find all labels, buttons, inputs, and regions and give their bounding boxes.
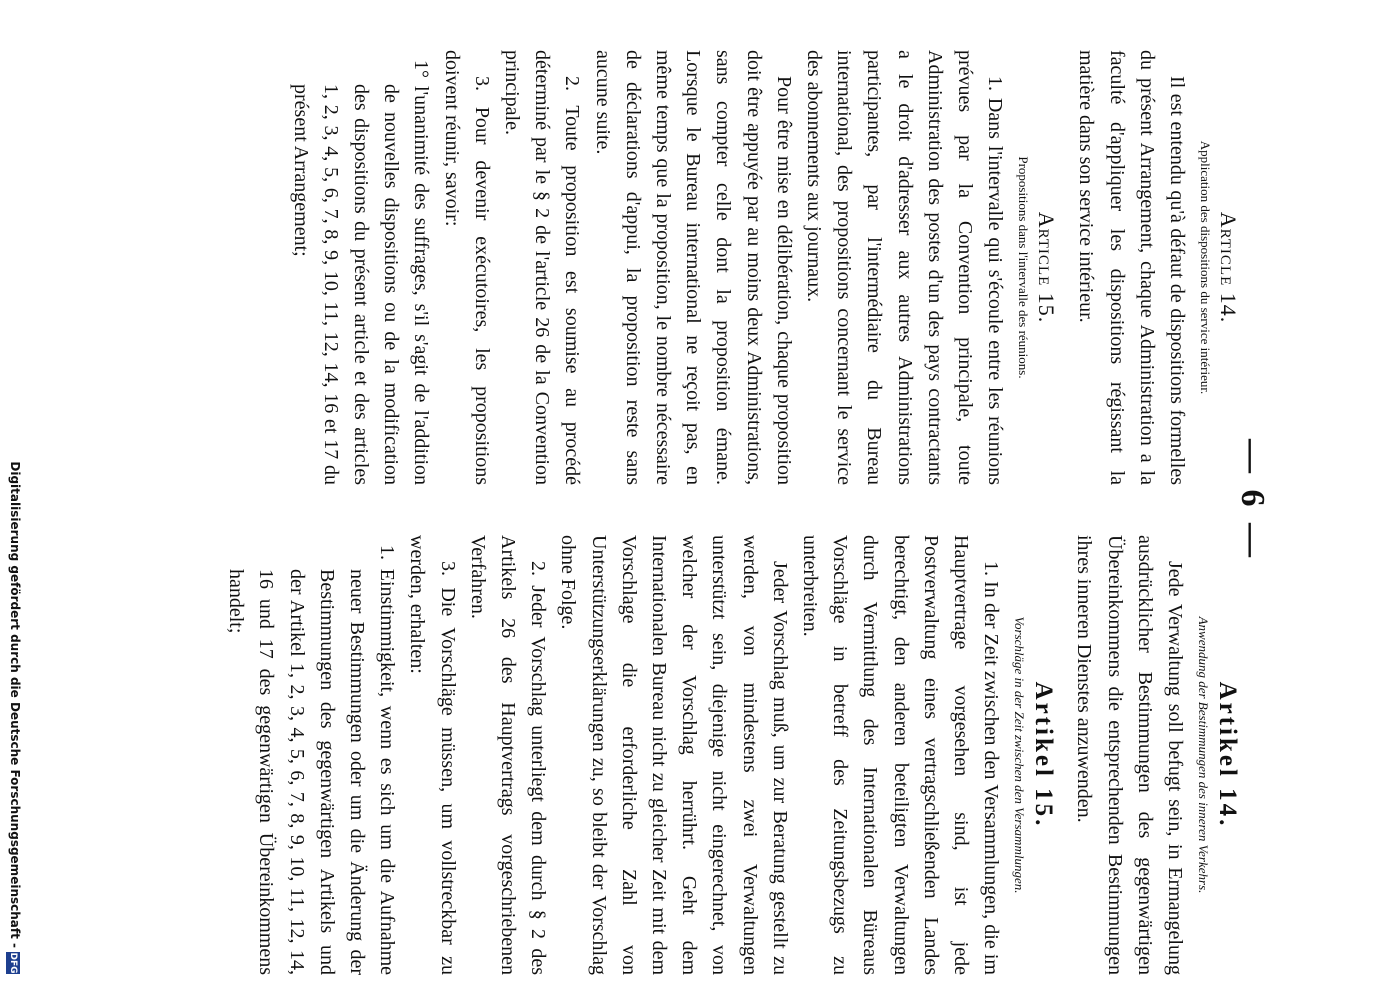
article-15-paragraph-4-fr: 3. Pour devenir exécutoires, les propositions doivent réunir, savoir: [440, 50, 493, 485]
article-15-paragraph-2-fr: Pour être mise en délibération, chaque proposition doit être appuyée par au moins deux Administrations, sans compter celle dont la proposition émane. Lorsque le Bureau international ne reçoit pas, en même temps que la proposition, le nombre nécessaire de déclarations d'appui, la proposition reste sans aucune suite. [591, 50, 795, 485]
digitization-credit [6, 18, 22, 978]
article-14-subtitle-de: Anwendung der Bestimmungen des inneren Verkehrs. [1196, 616, 1211, 894]
article-15-subtitle-fr: Propositions dans l'intervalle des réunions. [1016, 156, 1032, 379]
article-15-list-fr [285, 50, 436, 485]
article-15-paragraph-3-de: 2. Jeder Vorschlag unterliegt dem durch § 2 des Artikels 26 des Hauptvertrags vorgeschriebenen Verfahren. [466, 535, 550, 975]
article-15-paragraph-1-fr: 1. Dans l'intervalle qui s'écoule entre les réunions prévues par la Convention principale, toute Administration des postes d'un des pays contractants a le droit d'adresser aux autres Administrations participantes, par l'intermédiaire du Bureau international, des propositions concernant le service des abonnements aux journaux. [802, 50, 1007, 485]
article-14-heading-de: Artikel 14. [1214, 681, 1241, 829]
article-15-paragraph-2-de: Jeder Vorschlag muß, um zur Beratung gestellt zu werden, von mindestens zwei Verwaltungen unterstützt sein, diejenige nicht eingerechnet, von welcher der Vorschlag herrührt. Geht dem Internationalen Bureau nicht zu gleicher Zeit mit dem Vorschlage die erforderliche Zahl von Unterstützungserklärungen zu, so bleibt der Vorschlag ohne Folge. [557, 535, 791, 975]
article-15-subtitle-de: Vorschläge in der Zeit zwischen den Versammlungen. [1012, 616, 1028, 894]
list-item: 1° l'unanimité des suffrages, s'il s'agit de l'addition de nouvelles dispositions ou de la modification des dispositions du présent article et des articles 1, 2, 3, 4, 5, 6, 7, 8, 9, 10, 11, 12, 14, 16 et 17 du présent Arrangement; [289, 60, 433, 485]
article-15-list-de [221, 535, 402, 975]
list-item: 1. Einstimmigkeit, wenn es sich um die Aufnahme neuer Bestimmungen oder um die Änderung der Bestimmungen des gegenwärtigen Artikels und der Artikel 1, 2, 3, 4, 5, 6, 7, 8, 9, 10, 11, 12, 14, 16 und 17 des gegenwärtigen Übereinkommens handelt; [225, 545, 399, 975]
dfg-logo: DFG [8, 952, 18, 974]
page-number: — 6 — [1234, 439, 1271, 561]
article-15-paragraph-3-fr: 2. Toute proposition est soumise au procédé déterminé par le § 2 de l'article 26 de la Convention principale. [500, 50, 584, 485]
german-column [221, 535, 1245, 975]
article-14-paragraph-fr: Il est entendu qu'à défaut de dispositions formelles du présent Arrangement, chaque Administration a la faculté d'appliquer les dispositions régissant la matière dans son service intérieur. [1075, 50, 1188, 485]
article-15-paragraph-1-de: 1. In der Zeit zwischen den Versammlungen, die im Hauptvertrage vorgesehen sind, ist jede Postverwaltung eines vertragschließenden Landes berechtigt, den anderen beteiligten Verwaltungen durch Vermittlung des Internationalen Büreaus Vorschläge in betreff des Zeitungsbezugs zu unterbreiten. [798, 535, 1003, 975]
french-column [285, 50, 1245, 485]
digitization-credit-text: Digitalisierung gefördert durch die Deutsche Forschungsgemeinschaft - [8, 461, 22, 948]
article-15-heading-fr: Article 15. [1034, 211, 1060, 324]
article-15-heading-de: Artikel 15. [1030, 681, 1058, 829]
article-14-paragraph-de: Jede Verwaltung soll befugt sein, in Ermangelung ausdrücklicher Bestimmungen des gegenwärtigen Übereinkommens die entsprechenden Bestimmungen ihres inneren Dienstes anzuwenden. [1073, 535, 1186, 975]
article-14-subtitle-fr: Application des dispositions du service intérieur. [1198, 140, 1213, 395]
article-14-heading-fr: Article 14. [1216, 211, 1241, 324]
article-15-paragraph-4-de: 3. Die Vorschläge müssen, um vollstreckbar zu werden, erhalten: [406, 535, 459, 975]
